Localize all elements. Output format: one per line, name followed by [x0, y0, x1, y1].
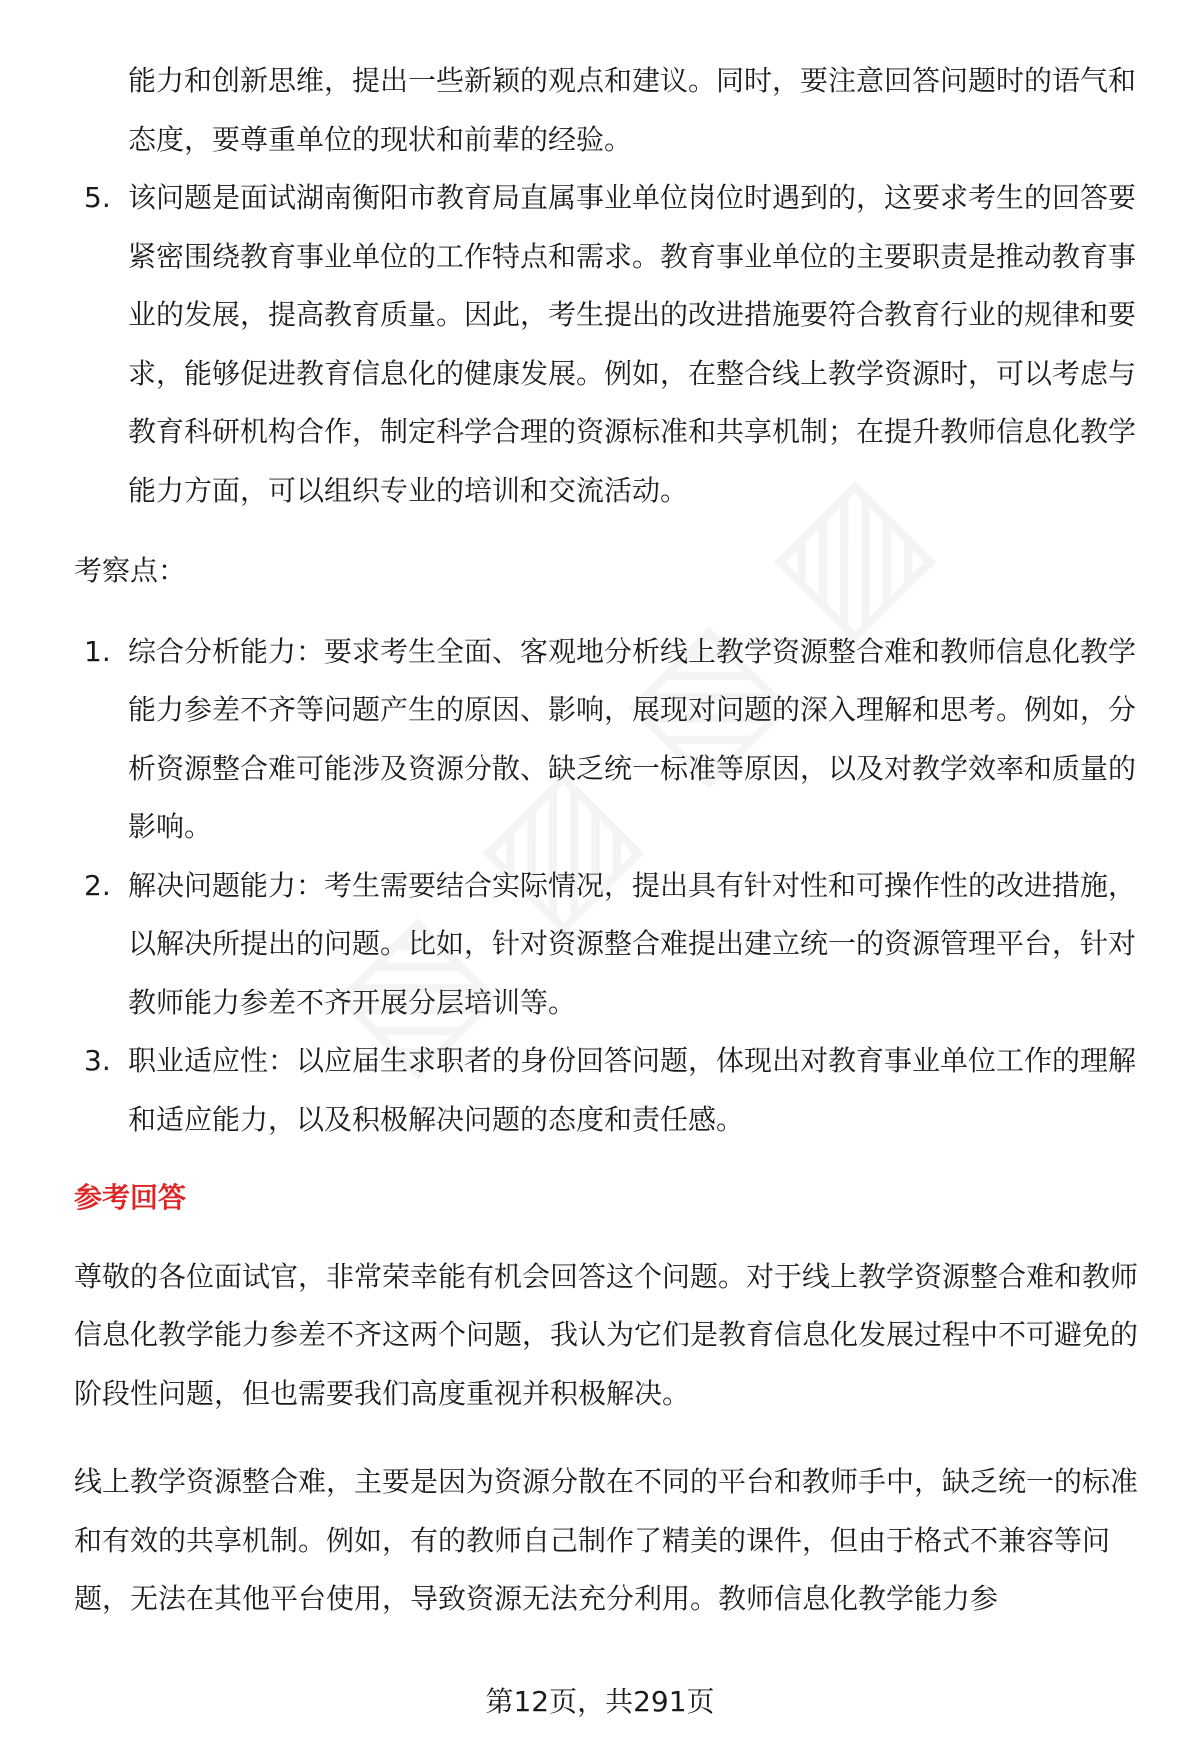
answer-paragraph: 尊敬的各位面试官，非常荣幸能有机会回答这个问题。对于线上教学资源整合难和教师信息化教学能力参差不齐这两个问题，我认为它们是教育信息化发展过程中不可避免的阶段性问题，但也需要我们高度重视并积极解决。: [74, 1259, 1139, 1410]
list-item-number: 1.: [84, 634, 111, 668]
list-item-number: 5.: [84, 181, 111, 214]
list-item-number: 3.: [84, 1044, 111, 1077]
analysis-list: [74, 169, 1144, 520]
list-item-text: 职业适应性：以应届生求职者的身份回答问题，体现出对教育事业单位工作的理解和适应能力，以及积极解决问题的态度和责任感。: [128, 1044, 1137, 1136]
list-item: [74, 169, 1144, 520]
list-item: [74, 857, 1144, 1033]
page-content: [74, 52, 1144, 1659]
exam-points-list: [74, 623, 1144, 1150]
continued-paragraph: 能力和创新思维，提出一些新颖的观点和建议。同时，要注意回答问题时的语气和态度，要尊重单位的现状和前辈的经验。: [128, 64, 1137, 156]
list-item: [74, 1032, 1144, 1149]
list-item: [74, 623, 1144, 857]
answer-paragraph: 线上教学资源整合难，主要是因为资源分散在不同的平台和教师手中，缺乏统一的标准和有效的共享机制。例如，有的教师自己制作了精美的课件，但由于格式不兼容等问题，无法在其他平台使用，导致资源无法充分利用。教师信息化教学能力参: [74, 1465, 1139, 1615]
list-item-text: 解决问题能力：考生需要结合实际情况，提出具有针对性和可操作性的改进措施，以解决所提出的问题。比如，针对资源整合难提出建立统一的资源管理平台，针对教师能力参差不齐开展分层培训等。: [128, 868, 1137, 1019]
list-item-text: 综合分析能力：要求考生全面、客观地分析线上教学资源整合难和教师信息化教学能力参差不齐等问题产生的原因、影响，展现对问题的深入理解和思考。例如，分析资源整合难可能涉及资源分散、缺乏统一标准等原因，以及对教学效率和质量的影响。: [128, 634, 1137, 843]
reference-answer-heading: 参考回答: [74, 1181, 187, 1214]
exam-points-label: 考察点：: [74, 554, 187, 587]
list-item-number: 2.: [84, 868, 111, 902]
page-number: 第12页，共291页: [485, 1685, 715, 1718]
list-item-text: 该问题是面试湖南衡阳市教育局直属事业单位岗位时遇到的，这要求考生的回答要紧密围绕教育事业单位的工作特点和需求。教育事业单位的主要职责是推动教育事业的发展，提高教育质量。因此，考生提出的改进措施要符合教育行业的规律和要求，能够促进教育信息化的健康发展。例如，在整合线上教学资源时，可以考虑与教育科研机构合作，制定科学合理的资源标准和共享机制；在提升教师信息化教学能力方面，可以组织专业的培训和交流活动。: [128, 181, 1137, 507]
